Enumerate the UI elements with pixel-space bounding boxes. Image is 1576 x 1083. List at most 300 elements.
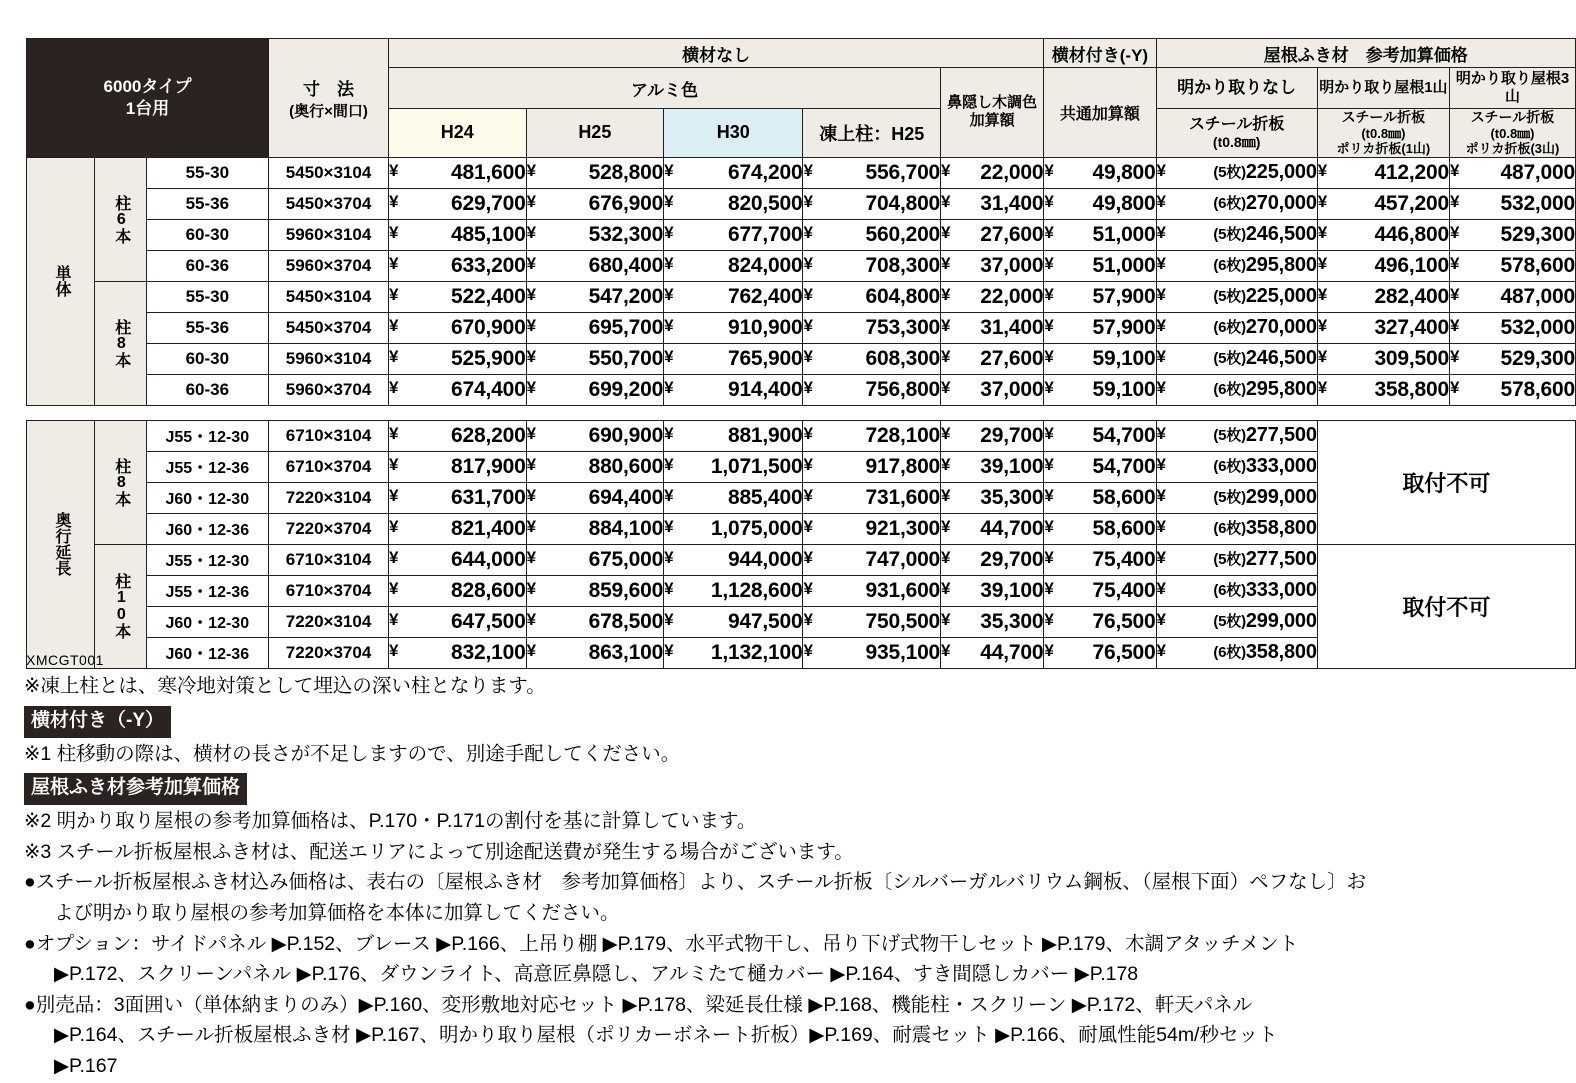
row-dim: 6710×3104 — [269, 420, 389, 451]
yen-sign: ¥ — [941, 253, 951, 273]
price-value: 529,300 — [1500, 346, 1575, 370]
price-value: 675,000 — [588, 547, 664, 571]
price-tou — [803, 606, 941, 637]
roof-sub1-l2: (t0.8㎜) — [1212, 134, 1261, 151]
price-value: 270,000 — [1245, 316, 1317, 339]
yen-sign: ¥ — [941, 284, 951, 304]
price-h25 — [526, 219, 664, 250]
note-6b: ▶P.172、スクリーンパネル ▶P.176、ダウンライト、高意匠鼻隠し、アルミたて樋カバー ▶P.164、すき間隠しカバー ▶P.178 — [54, 963, 1139, 986]
price-h25 — [526, 188, 664, 219]
note-2: ※1 柱移動の際は、横材の長さが不足しますので、別途手配してください。 — [24, 742, 681, 765]
price-kyou — [1044, 343, 1156, 374]
price-value: 58,600 — [1092, 485, 1156, 509]
yen-sign: ¥ — [1044, 346, 1054, 366]
price-h25 — [526, 513, 664, 544]
row-label: 60-30 — [146, 219, 268, 250]
price-kyou — [1044, 219, 1156, 250]
roof-sub3-l1: スチール折板 — [1470, 109, 1555, 125]
price-h24 — [389, 157, 527, 188]
tag-yane: 屋根ふき材参考加算価格 — [24, 773, 247, 805]
price-value: 631,700 — [451, 485, 526, 509]
yen-sign: ¥ — [526, 253, 537, 273]
price-h30 — [664, 250, 803, 281]
side-label-tantai: 単体 — [27, 157, 95, 405]
price-roof2 — [1317, 343, 1449, 374]
price-value: 27,600 — [980, 346, 1044, 370]
price-value: 35,300 — [980, 485, 1044, 509]
price-roof3 — [1449, 157, 1575, 188]
price-h30 — [664, 575, 803, 606]
note-3: ※2 明かり取り屋根の参考加算価格は、P.170・P.171の割付を基に計算しています。 — [24, 810, 757, 832]
price-tou — [803, 544, 941, 575]
price-value: 27,600 — [980, 222, 1044, 246]
row-dim: 5960×3704 — [269, 250, 389, 281]
price-value: 820,500 — [727, 191, 803, 215]
yen-sign: ¥ — [389, 423, 399, 443]
row-dim: 7220×3704 — [269, 637, 389, 668]
note-1: ※凍上柱とは、寒冷地対策として埋込の深い柱となります。 — [24, 675, 546, 697]
price-roof1 — [1156, 374, 1317, 405]
yen-sign: ¥ — [526, 160, 537, 180]
yen-sign: ¥ — [1044, 191, 1054, 211]
price-value: 225,000 — [1245, 161, 1317, 184]
price-value: 31,400 — [980, 191, 1044, 215]
yen-sign: ¥ — [803, 377, 813, 397]
price-value: 881,900 — [727, 423, 803, 447]
price-value: 944,000 — [727, 547, 803, 571]
price-h24 — [389, 544, 527, 575]
group-hashira8: 柱8本 — [95, 281, 146, 405]
yen-sign: ¥ — [803, 284, 813, 304]
yen-sign: ¥ — [803, 222, 813, 242]
yen-sign: ¥ — [1044, 485, 1054, 505]
not-installable-2: 取付不可 — [1317, 544, 1575, 668]
price-value: 824,000 — [727, 253, 803, 277]
price-roof1 — [1156, 606, 1317, 637]
yen-sign: ¥ — [1449, 222, 1460, 242]
yen-sign: ¥ — [941, 578, 951, 598]
price-value: 29,700 — [980, 547, 1044, 571]
sheet-count: (6枚) — [1213, 257, 1246, 275]
yen-sign: ¥ — [664, 485, 674, 505]
row-label: 55-30 — [146, 281, 268, 312]
yen-sign: ¥ — [941, 640, 951, 660]
yen-sign: ¥ — [664, 253, 674, 273]
price-value: 522,400 — [451, 284, 526, 308]
row-dim: 6710×3104 — [269, 544, 389, 575]
yen-sign: ¥ — [1044, 640, 1054, 660]
price-h24 — [389, 482, 527, 513]
yen-sign: ¥ — [664, 640, 674, 660]
price-value: 931,600 — [865, 578, 941, 602]
price-value: 358,800 — [1374, 377, 1449, 401]
price-value: 647,500 — [451, 609, 526, 633]
yen-sign: ¥ — [526, 609, 537, 629]
price-value: 756,800 — [865, 377, 941, 401]
yen-sign: ¥ — [526, 516, 537, 536]
price-roof2 — [1317, 157, 1449, 188]
roof-sub3-l3: ポリカ折板(3山) — [1465, 141, 1560, 157]
price-value: 35,300 — [980, 609, 1044, 633]
price-value: 277,500 — [1245, 548, 1317, 571]
roof-sub2-header: 明かり取り屋根1山 — [1317, 68, 1449, 109]
price-roof1 — [1156, 219, 1317, 250]
dim-header — [269, 39, 389, 158]
row-dim: 5960×3704 — [269, 374, 389, 405]
yen-sign: ¥ — [526, 284, 537, 304]
group-no-rail: 横材なし — [389, 39, 1044, 68]
yen-sign: ¥ — [1044, 284, 1054, 304]
price-roof2 — [1317, 188, 1449, 219]
yen-sign: ¥ — [526, 222, 537, 242]
yen-sign: ¥ — [1317, 284, 1328, 304]
price-value: 270,000 — [1245, 192, 1317, 215]
price-value: 225,000 — [1245, 285, 1317, 308]
yen-sign: ¥ — [1044, 578, 1054, 598]
price-value: 859,600 — [588, 578, 664, 602]
roof-sub2-l1: スチール折板 — [1341, 109, 1426, 125]
price-kyou — [1044, 637, 1156, 668]
price-value: 1,132,100 — [710, 640, 803, 664]
price-value: 885,400 — [727, 485, 803, 509]
price-value: 333,000 — [1245, 455, 1317, 478]
yen-sign: ¥ — [664, 516, 674, 536]
price-value: 51,000 — [1092, 222, 1156, 246]
yen-sign: ¥ — [389, 284, 399, 304]
price-kyou — [1044, 451, 1156, 482]
price-value: 547,200 — [588, 284, 664, 308]
yen-sign: ¥ — [664, 547, 674, 567]
yen-sign: ¥ — [389, 485, 399, 505]
yen-sign: ¥ — [1156, 347, 1166, 367]
price-value: 628,200 — [451, 423, 526, 447]
price-tou — [803, 575, 941, 606]
price-h24 — [389, 343, 527, 374]
corner-title-line1: 6000タイプ — [103, 76, 192, 96]
price-value: 446,800 — [1374, 222, 1449, 246]
yen-sign: ¥ — [664, 454, 674, 474]
yen-sign: ¥ — [941, 315, 951, 335]
row-label: J60・12-30 — [146, 606, 268, 637]
col-h30: H30 — [664, 109, 803, 158]
yen-sign: ¥ — [803, 485, 813, 505]
price-roof2 — [1317, 374, 1449, 405]
price-roof3 — [1449, 374, 1575, 405]
price-hana — [941, 606, 1044, 637]
yen-sign: ¥ — [941, 609, 951, 629]
row-label: J55・12-36 — [146, 451, 268, 482]
price-hana — [941, 513, 1044, 544]
price-roof1 — [1156, 451, 1317, 482]
row-dim: 5450×3704 — [269, 312, 389, 343]
price-value: 295,800 — [1245, 378, 1317, 401]
yen-sign: ¥ — [1156, 254, 1166, 274]
price-roof2 — [1317, 250, 1449, 281]
corner-title-line2: 1台用 — [125, 98, 170, 118]
hanakakushi-line2: 加算額 — [969, 112, 1015, 130]
roof-sub3-l2: (t0.8㎜) — [1490, 125, 1535, 141]
yen-sign: ¥ — [1449, 160, 1460, 180]
price-roof1 — [1156, 420, 1317, 451]
group-hashira10: 柱10本 — [95, 544, 146, 668]
yen-sign: ¥ — [1317, 253, 1328, 273]
yen-sign: ¥ — [526, 377, 537, 397]
price-value: 59,100 — [1092, 377, 1156, 401]
group-hashira8b: 柱8本 — [95, 420, 146, 544]
col-h25: H25 — [526, 109, 664, 158]
price-h30 — [664, 188, 803, 219]
price-value: 910,900 — [727, 315, 803, 339]
price-value: 670,900 — [451, 315, 526, 339]
price-value: 604,800 — [865, 284, 941, 308]
sheet-count: (5枚) — [1213, 427, 1246, 445]
row-dim: 7220×3104 — [269, 606, 389, 637]
price-value: 556,700 — [865, 160, 941, 184]
price-value: 39,100 — [980, 454, 1044, 478]
price-value: 528,800 — [588, 160, 664, 184]
yen-sign: ¥ — [526, 346, 537, 366]
price-h24 — [389, 312, 527, 343]
dim-header-line2: (奥行×間口) — [289, 102, 368, 120]
price-value: 947,500 — [727, 609, 803, 633]
roof-sub2-l3: ポリカ折板(1山) — [1336, 141, 1431, 157]
note-5b: よび明かり取り屋根の参考加算価格を本体に加算してください。 — [54, 901, 620, 924]
price-tou — [803, 451, 941, 482]
row-label: J60・12-36 — [146, 637, 268, 668]
yen-sign: ¥ — [803, 191, 813, 211]
price-value: 246,500 — [1245, 223, 1317, 246]
price-roof3 — [1449, 312, 1575, 343]
note-7c: ▶P.167 — [54, 1055, 118, 1077]
price-kyou — [1044, 575, 1156, 606]
sheet-count: (6枚) — [1213, 644, 1246, 662]
price-roof1 — [1156, 513, 1317, 544]
price-h30 — [664, 343, 803, 374]
price-h25 — [526, 157, 664, 188]
price-hana — [941, 451, 1044, 482]
price-hana — [941, 157, 1044, 188]
price-value: 690,900 — [588, 423, 664, 447]
yen-sign: ¥ — [1156, 285, 1166, 305]
yen-sign: ¥ — [389, 547, 399, 567]
price-h30 — [664, 157, 803, 188]
price-value: 76,500 — [1092, 609, 1156, 633]
sheet-count: (5枚) — [1213, 551, 1246, 569]
yen-sign: ¥ — [664, 423, 674, 443]
yen-sign: ¥ — [941, 377, 951, 397]
price-hana — [941, 420, 1044, 451]
yen-sign: ¥ — [526, 191, 537, 211]
price-value: 327,400 — [1374, 315, 1449, 339]
price-value: 299,000 — [1245, 610, 1317, 633]
price-hana — [941, 343, 1044, 374]
price-roof3 — [1449, 250, 1575, 281]
side-label-okuyuki: 奥行延長 — [27, 420, 95, 668]
price-value: 358,800 — [1245, 517, 1317, 540]
yen-sign: ¥ — [803, 423, 813, 443]
price-h25 — [526, 281, 664, 312]
price-h25 — [526, 451, 664, 482]
sheet-count: (6枚) — [1213, 381, 1246, 399]
row-label: 60-30 — [146, 343, 268, 374]
note-4: ※3 スチール折板屋根ふき材は、配送エリアによって別途配送費が発生する場合がございます。 — [24, 840, 854, 863]
price-value: 629,700 — [451, 191, 526, 215]
price-value: 57,900 — [1092, 284, 1156, 308]
price-h30 — [664, 544, 803, 575]
yen-sign: ¥ — [1449, 284, 1460, 304]
alumi-header: アルミ色 — [389, 68, 941, 109]
price-value: 37,000 — [980, 253, 1044, 277]
row-label: J55・12-36 — [146, 575, 268, 606]
price-value: 644,000 — [451, 547, 526, 571]
yen-sign: ¥ — [1044, 253, 1054, 273]
price-roof1 — [1156, 343, 1317, 374]
group-hashira6: 柱6本 — [95, 157, 146, 281]
yen-sign: ¥ — [941, 222, 951, 242]
price-value: 333,000 — [1245, 579, 1317, 602]
yen-sign: ¥ — [941, 547, 951, 567]
yen-sign: ¥ — [803, 547, 813, 567]
price-roof1 — [1156, 544, 1317, 575]
price-tou — [803, 420, 941, 451]
price-h25 — [526, 343, 664, 374]
yen-sign: ¥ — [1156, 548, 1166, 568]
price-kyou — [1044, 374, 1156, 405]
yen-sign: ¥ — [664, 160, 674, 180]
price-value: 485,100 — [451, 222, 526, 246]
yen-sign: ¥ — [1317, 346, 1328, 366]
price-roof1 — [1156, 281, 1317, 312]
price-value: 765,900 — [727, 346, 803, 370]
yen-sign: ¥ — [1044, 609, 1054, 629]
roof-sub2-l2: (t0.8㎜) — [1361, 125, 1406, 141]
price-value: 728,100 — [865, 423, 941, 447]
yen-sign: ¥ — [664, 222, 674, 242]
yen-sign: ¥ — [1156, 641, 1166, 661]
price-kyou — [1044, 281, 1156, 312]
hanakakushi-header — [941, 68, 1044, 158]
price-value: 550,700 — [588, 346, 664, 370]
yen-sign: ¥ — [1156, 161, 1166, 181]
col-tou: 凍上柱：H25 — [803, 109, 941, 158]
price-hana — [941, 544, 1044, 575]
price-value: 633,200 — [451, 253, 526, 277]
yen-sign: ¥ — [1044, 222, 1054, 242]
price-tou — [803, 188, 941, 219]
price-h24 — [389, 219, 527, 250]
row-label: J55・12-30 — [146, 420, 268, 451]
price-value: 76,500 — [1092, 640, 1156, 664]
yen-sign: ¥ — [803, 609, 813, 629]
yen-sign: ¥ — [1156, 486, 1166, 506]
price-value: 817,900 — [451, 454, 526, 478]
price-h24 — [389, 188, 527, 219]
price-roof3 — [1449, 343, 1575, 374]
row-label: 60-36 — [146, 250, 268, 281]
sheet-count: (5枚) — [1213, 164, 1246, 182]
yen-sign: ¥ — [941, 346, 951, 366]
price-value: 695,700 — [588, 315, 664, 339]
price-value: 828,600 — [451, 578, 526, 602]
yen-sign: ¥ — [389, 516, 399, 536]
price-value: 59,100 — [1092, 346, 1156, 370]
price-value: 57,900 — [1092, 315, 1156, 339]
col-h24: H24 — [389, 109, 527, 158]
yen-sign: ¥ — [389, 191, 399, 211]
price-tou — [803, 157, 941, 188]
price-value: 1,075,000 — [710, 516, 803, 540]
price-h25 — [526, 312, 664, 343]
price-h25 — [526, 482, 664, 513]
note-7: ●別売品：3面囲い（単体納まりのみ）▶P.160、変形敷地対応セット ▶P.178、梁延長仕様 ▶P.168、機能柱・スクリーン ▶P.172、軒天パネル — [24, 993, 1253, 1016]
sheet-count: (5枚) — [1213, 489, 1246, 507]
yen-sign: ¥ — [941, 454, 951, 474]
price-roof3 — [1449, 281, 1575, 312]
row-dim: 7220×3104 — [269, 482, 389, 513]
price-value: 75,400 — [1092, 578, 1156, 602]
price-roof2 — [1317, 312, 1449, 343]
yen-sign: ¥ — [389, 160, 399, 180]
yen-sign: ¥ — [1317, 222, 1328, 242]
price-value: 532,000 — [1500, 315, 1575, 339]
price-value: 532,000 — [1500, 191, 1575, 215]
price-value: 694,400 — [588, 485, 664, 509]
yen-sign: ¥ — [389, 222, 399, 242]
price-hana — [941, 374, 1044, 405]
row-label: J60・12-30 — [146, 482, 268, 513]
price-h30 — [664, 420, 803, 451]
corner-title — [27, 39, 269, 158]
row-dim: 6710×3704 — [269, 451, 389, 482]
yen-sign: ¥ — [664, 346, 674, 366]
price-tou — [803, 219, 941, 250]
yen-sign: ¥ — [1156, 378, 1166, 398]
sheet-count: (6枚) — [1213, 195, 1246, 213]
yen-sign: ¥ — [1156, 316, 1166, 336]
yen-sign: ¥ — [1044, 315, 1054, 335]
price-value: 578,600 — [1500, 253, 1575, 277]
yen-sign: ¥ — [526, 423, 537, 443]
price-value: 863,100 — [588, 640, 664, 664]
price-value: 750,500 — [865, 609, 941, 633]
price-kyou — [1044, 544, 1156, 575]
price-h30 — [664, 513, 803, 544]
price-roof1 — [1156, 250, 1317, 281]
price-value: 608,300 — [865, 346, 941, 370]
price-kyou — [1044, 606, 1156, 637]
row-dim: 5450×3704 — [269, 188, 389, 219]
yen-sign: ¥ — [526, 547, 537, 567]
price-tou — [803, 374, 941, 405]
yen-sign: ¥ — [1044, 516, 1054, 536]
yen-sign: ¥ — [1156, 579, 1166, 599]
note-5: ●スチール折板屋根ふき材込み価格は、表右の〔屋根ふき材 参考加算価格〕より、スチール折板〔シルバーガルバリウム鋼板、（屋根下面）ペフなし〕お — [24, 871, 1367, 894]
yen-sign: ¥ — [1317, 191, 1328, 211]
price-value: 821,400 — [451, 516, 526, 540]
roof-sub2-detail — [1317, 109, 1449, 158]
group-with-rail: 横材付き(-Y) — [1044, 39, 1156, 68]
yen-sign: ¥ — [803, 640, 813, 660]
price-hana — [941, 482, 1044, 513]
tag-yokozai: 横材付き（-Y） — [24, 706, 171, 738]
price-h24 — [389, 420, 527, 451]
yen-sign: ¥ — [1317, 377, 1328, 397]
yen-sign: ¥ — [803, 454, 813, 474]
price-value: 832,100 — [451, 640, 526, 664]
price-hana — [941, 250, 1044, 281]
price-h30 — [664, 637, 803, 668]
price-value: 299,000 — [1245, 486, 1317, 509]
